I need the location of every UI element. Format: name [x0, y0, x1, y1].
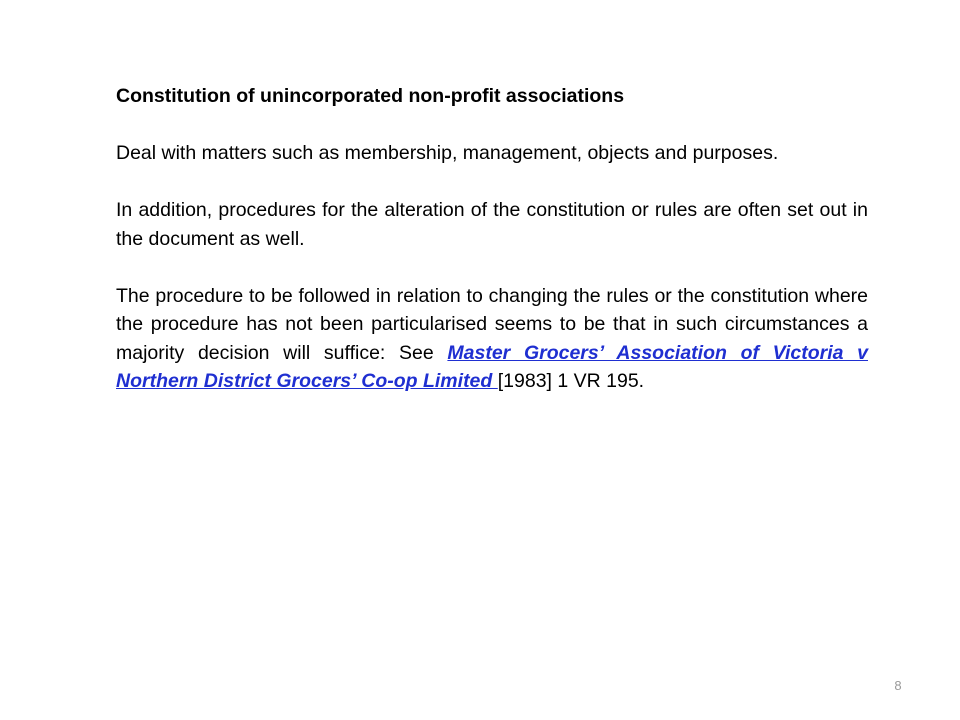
paragraph-membership: Deal with matters such as membership, management, objects and purposes. — [116, 142, 779, 164]
case-citation-link[interactable]: Master Grocers’ Association of Victoria v Northern District Grocers’ Co-op Limited — [116, 341, 868, 392]
slide-body — [116, 82, 868, 424]
page-number: 8 — [894, 678, 902, 693]
slide-heading: Constitution of unincorporated non-profit associations — [116, 85, 625, 107]
paragraph-majority-text: The procedure to be followed in relation to changing the rules or the constitution where the procedure has not been particularised seems to be that in such circumstances a majority decision will suffice: See — [116, 284, 868, 364]
paragraph-alteration-procedures: In addition, procedures for the alteration of the constitution or rules are often set out in the document as well. — [116, 199, 868, 250]
paragraph-majority-decision — [116, 282, 868, 396]
case-citation-reference: [1983] 1 VR 195. — [497, 370, 645, 392]
